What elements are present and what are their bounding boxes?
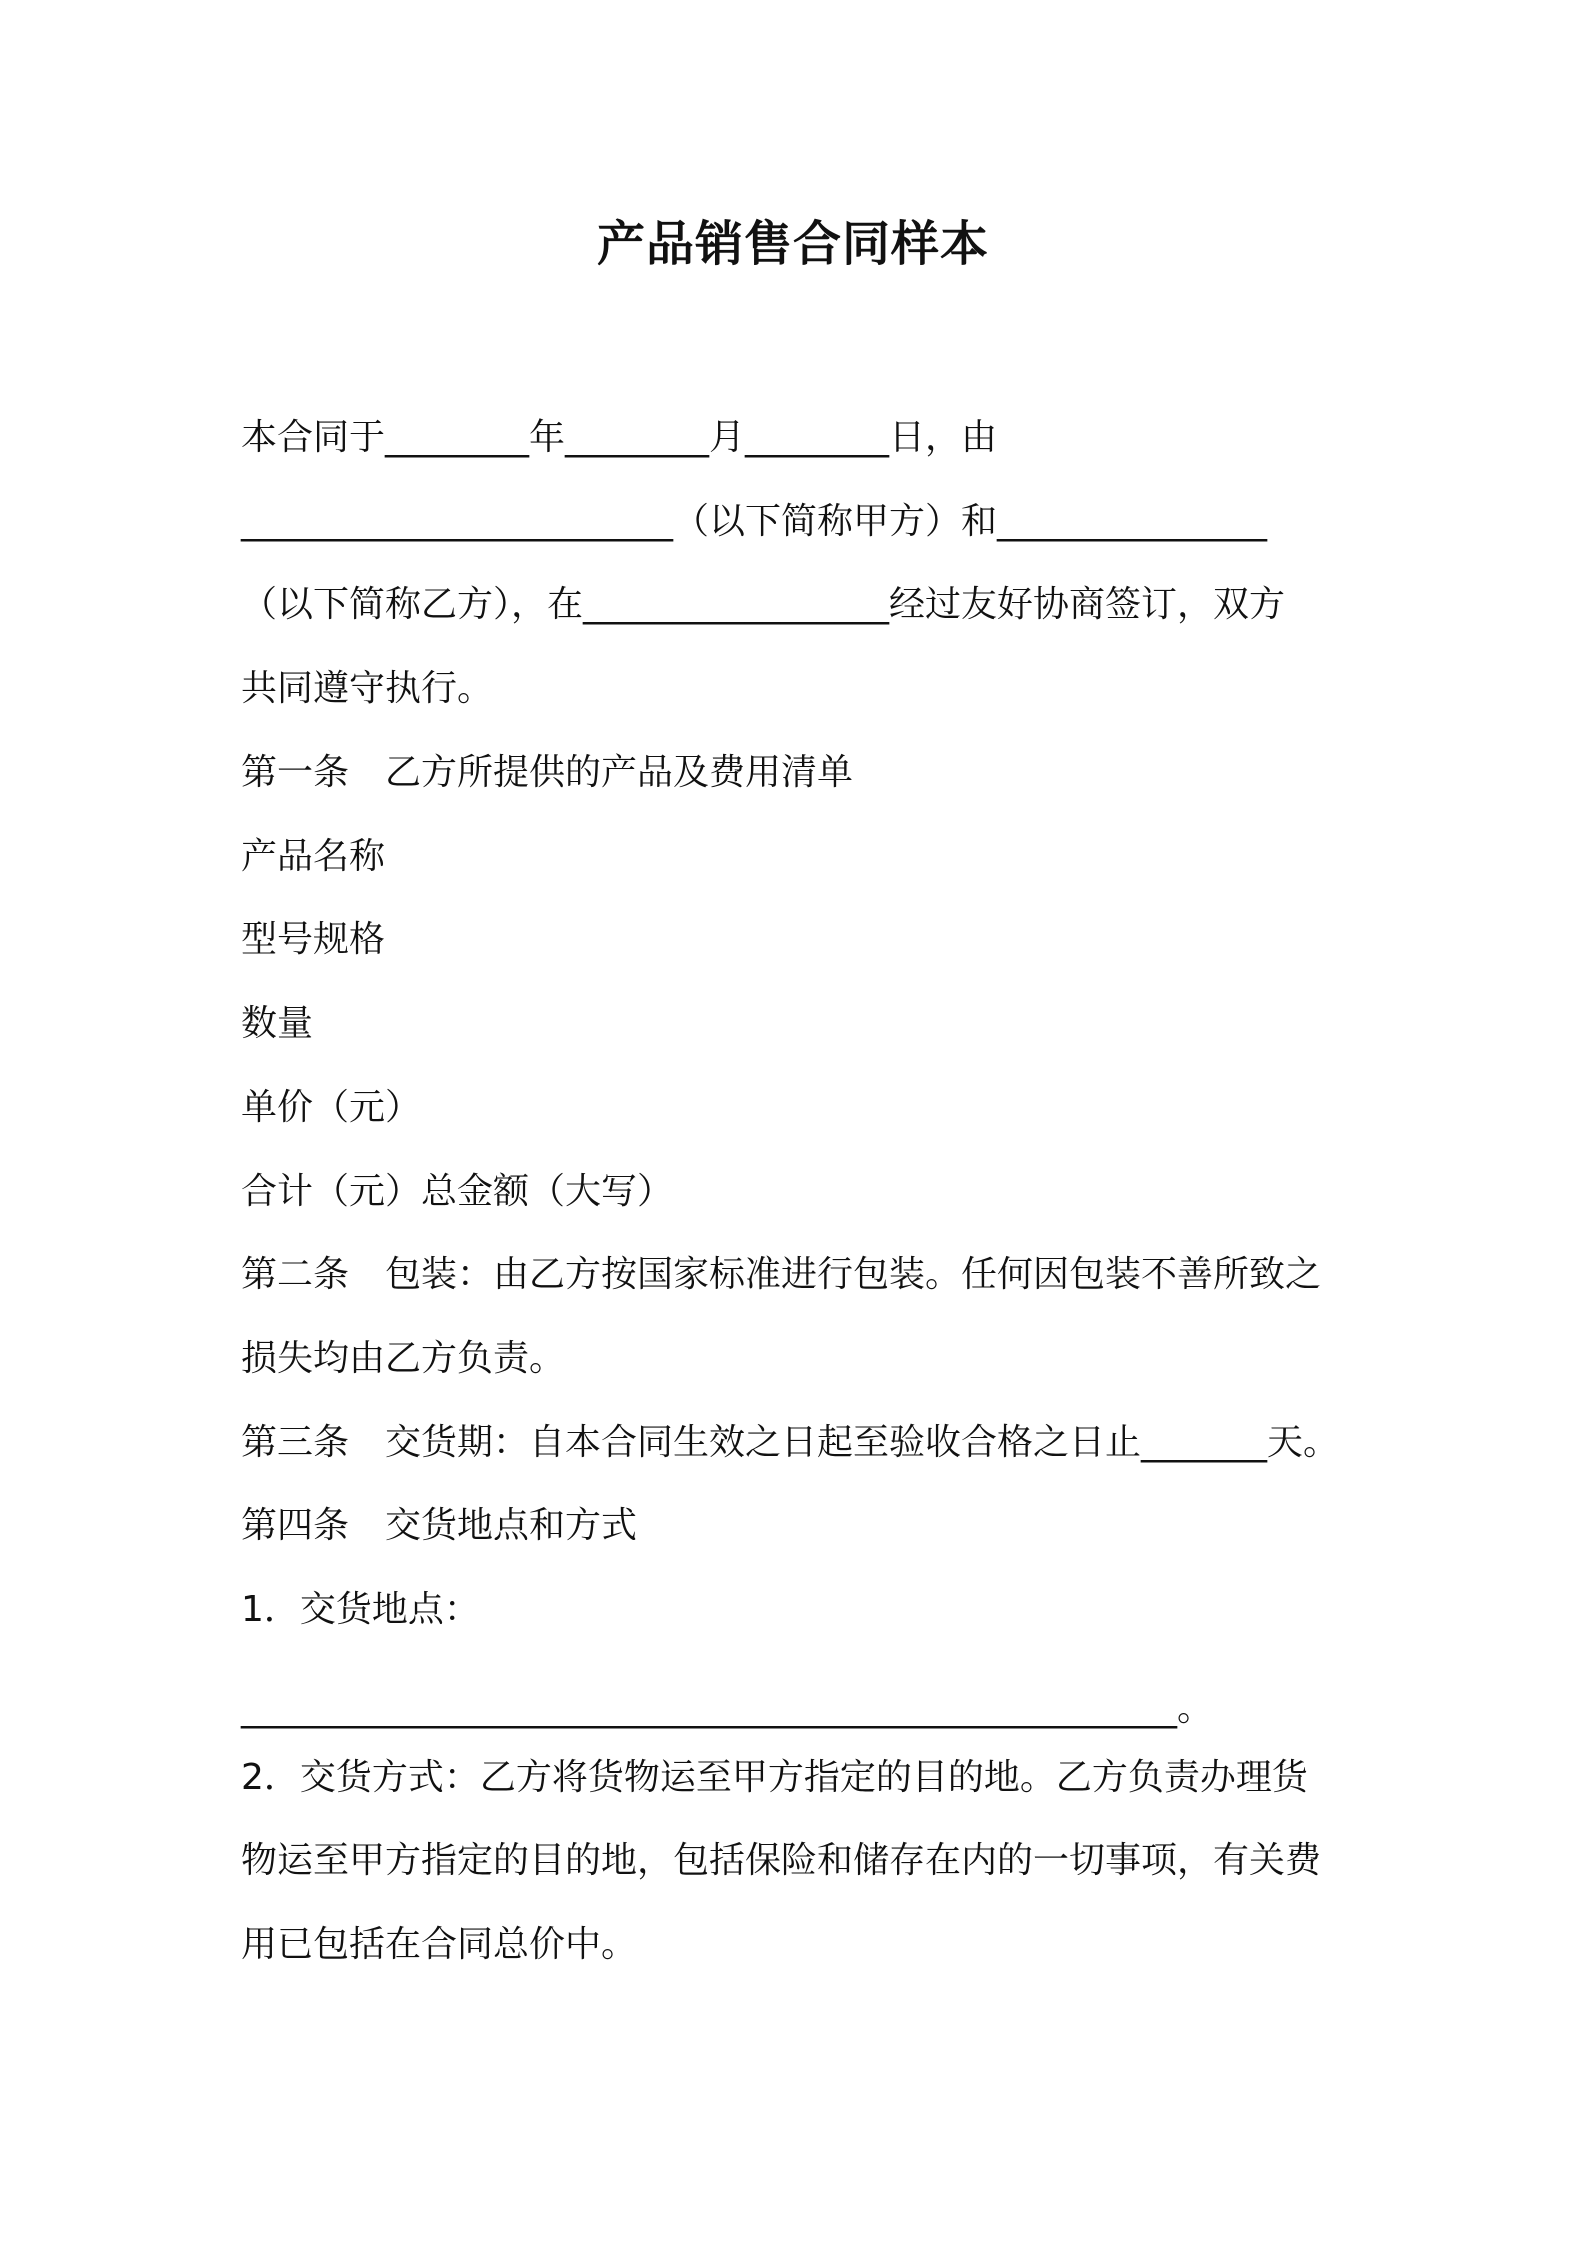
article-heading: 第一条 乙方所提供的产品及费用清单 [241, 752, 854, 793]
list-item: 型号规格 [241, 919, 386, 960]
text-line: （以下简称乙方），在_________________经过友好协商签订，双方 [241, 584, 1286, 625]
article-heading: 第二条 包装：由乙方按国家标准进行包装。任何因包装不善所致之 [241, 1254, 1322, 1295]
list-item: 1．交货地点： [241, 1589, 480, 1630]
text-line: 本合同于________年________月________日，由 [241, 417, 998, 458]
list-item: 单价（元） [241, 1087, 422, 1128]
text-line: 损失均由乙方负责。 [241, 1338, 566, 1379]
article-heading: 第三条 交货期：自本合同生效之日起至验收合格之日止_______天。 [241, 1422, 1340, 1463]
list-item: 产品名称 [241, 836, 386, 877]
list-item: 2．交货方式：乙方将货物运至甲方指定的目的地。乙方负责办理货 [241, 1757, 1308, 1798]
text-line: 共同遵守执行。 [241, 668, 494, 709]
text-line: ____________________________________________________。 [241, 1688, 1213, 1729]
text-line: 物运至甲方指定的目的地，包括保险和储存在内的一切事项，有关费 [241, 1840, 1322, 1881]
text-line: ________________________（以下简称甲方）和_______________ [241, 501, 1268, 542]
article-heading: 第四条 交货地点和方式 [241, 1505, 638, 1546]
document-title: 产品销售合同样本 [596, 216, 989, 272]
list-item: 数量 [241, 1003, 314, 1044]
text-line: 用已包括在合同总价中。 [241, 1924, 638, 1965]
list-item: 合计（元）总金额（大写） [241, 1171, 674, 1212]
